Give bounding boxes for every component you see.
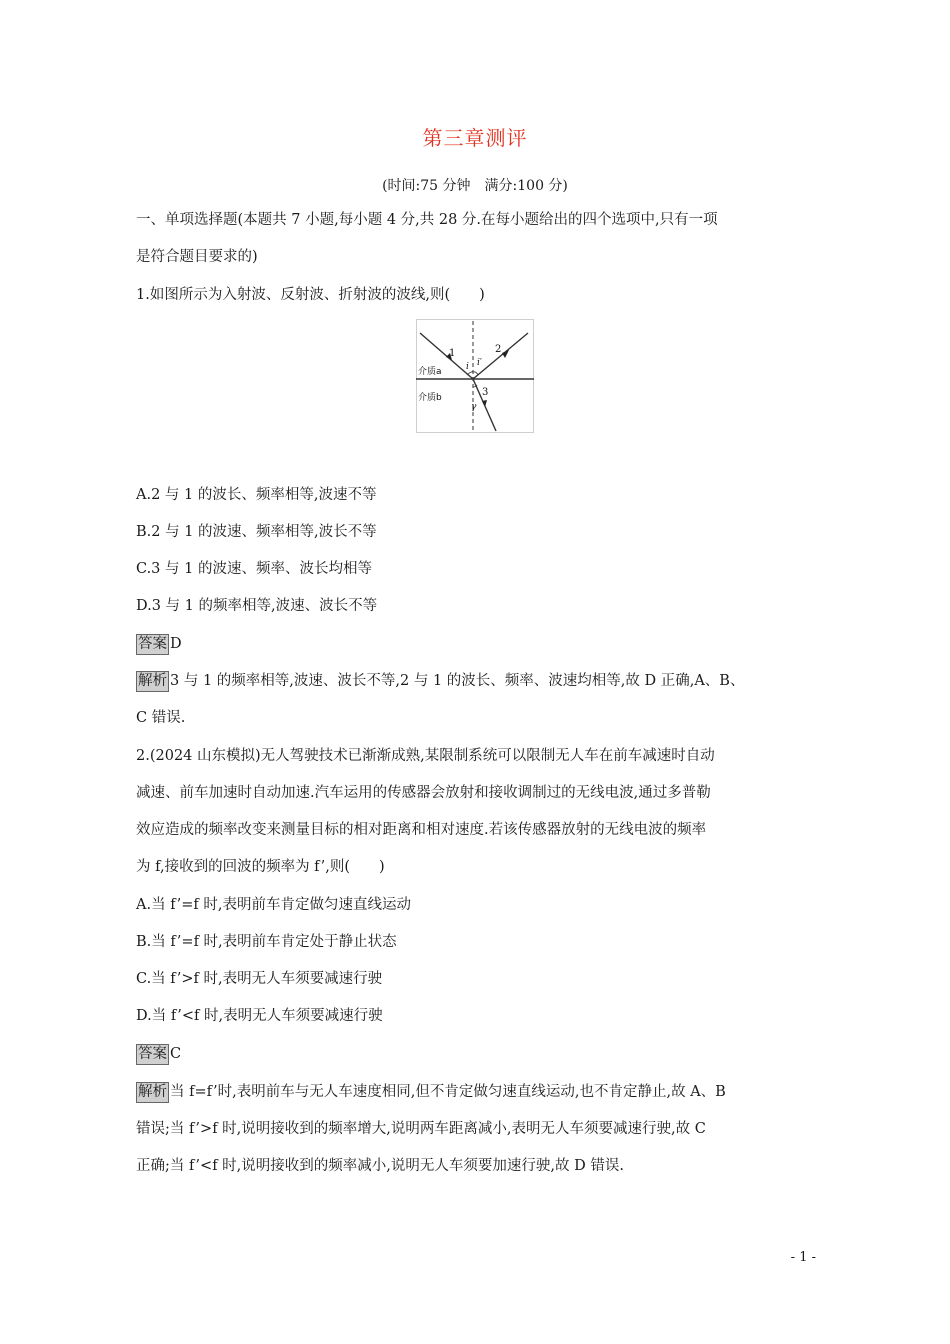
- q2-analysis-line3: 正确;当 f’<f 时,说明接收到的频率减小,说明无人车须要加速行驶,故 D 错误.: [136, 1158, 624, 1174]
- q2-option-b: B.当 f’=f 时,表明前车肯定处于静止状态: [136, 934, 397, 950]
- exam-info: (时间:75 分钟 满分:100 分): [382, 178, 568, 194]
- q2-option-c: C.当 f’>f 时,表明无人车须要减速行驶: [136, 971, 383, 987]
- label-i: i: [466, 362, 469, 372]
- label-2: 2: [495, 344, 502, 355]
- page-number: - 1 -: [790, 1250, 816, 1265]
- wave-diagram: [416, 319, 534, 433]
- q1-option-b: B.2 与 1 的波速、频率相等,波长不等: [136, 524, 377, 540]
- q1-analysis-line2: C 错误.: [136, 710, 186, 726]
- q2-analysis-line2: 错误;当 f’>f 时,说明接收到的频率增大,说明两车距离减小,表明无人车须要减速行驶,故 C: [136, 1121, 706, 1137]
- q2-option-d: D.当 f’<f 时,表明无人车须要减速行驶: [136, 1008, 383, 1024]
- section-heading-line2: 是符合题目要求的): [136, 249, 258, 265]
- q2-analysis-text: 当 f=f’时,表明前车与无人车速度相同,但不肯定做匀速直线运动,也不肯定静止,故 A、B: [170, 1084, 726, 1100]
- q2-stem-line4: 为 f,接收到的回波的频率为 f’,则( ): [136, 859, 385, 875]
- q1-stem: 1.如图所示为入射波、反射波、折射波的波线,则( ): [136, 287, 485, 303]
- q1-option-a: A.2 与 1 的波长、频率相等,波速不等: [136, 487, 377, 503]
- medium-b-label: 介质b: [418, 393, 442, 403]
- chapter-title: 第三章测评: [422, 126, 528, 150]
- medium-a-label: 介质a: [418, 367, 442, 377]
- q1-option-c: C.3 与 1 的波速、频率、波长均相等: [136, 561, 372, 577]
- q2-option-a: A.当 f’=f 时,表明前车肯定做匀速直线运动: [136, 897, 411, 913]
- q1-answer-line: [136, 626, 816, 663]
- label-1: 1: [449, 348, 456, 359]
- q2-stem-line3: 效应造成的频率改变来测量目标的相对距离和相对速度.若该传感器放射的无线电波的频率: [136, 822, 707, 838]
- q2-stem-line1: 2.(2024 山东模拟)无人驾驶技术已渐渐成熟,某限制系统可以限制无人车在前车减速时自动: [136, 748, 715, 764]
- q1-analysis-text: 3 与 1 的频率相等,波速、波长不等,2 与 1 的波长、频率、波速均相等,故 D 正确,A、B、: [170, 673, 745, 689]
- q2-answer: C: [170, 1046, 182, 1062]
- label-i-prime: i′: [477, 358, 482, 368]
- q1-option-d: D.3 与 1 的频率相等,波速、波长不等: [136, 598, 378, 614]
- section-heading-line1: 一、单项选择题(本题共 7 小题,每小题 4 分,共 28 分.在每小题给出的四个选项中,只有一项: [136, 212, 718, 228]
- q2-stem-line2: 减速、前车加速时自动加速.汽车运用的传感器会放射和接收调制过的无线电波,通过多普勒: [136, 785, 711, 801]
- q2-answer-line: [136, 1036, 816, 1073]
- answer-tag: 答案: [136, 1044, 169, 1065]
- q2-analysis-line1: [136, 1074, 816, 1111]
- analysis-tag: 解析: [136, 1082, 169, 1103]
- analysis-tag: 解析: [136, 671, 169, 692]
- answer-tag: 答案: [136, 634, 169, 655]
- q1-answer: D: [170, 636, 182, 652]
- label-3: 3: [482, 387, 489, 398]
- label-gamma: γ: [471, 402, 477, 412]
- q1-analysis-line1: [136, 663, 816, 700]
